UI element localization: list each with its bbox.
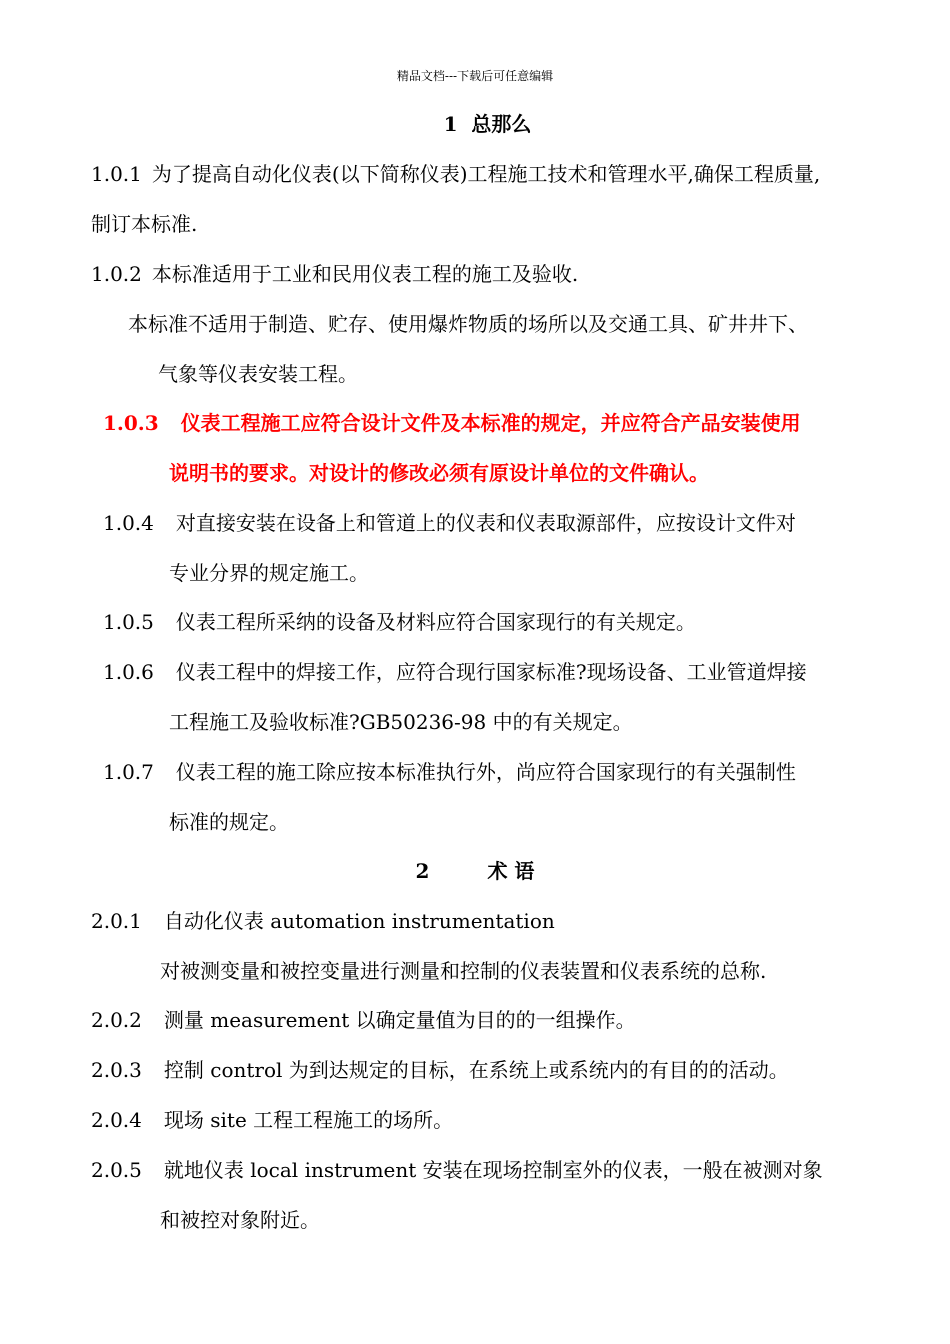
clause-text: 专业分界的规定施工。	[169, 561, 369, 585]
clause-text: 说明书的要求。对设计的修改必须有原设计单位的文件确认。	[169, 461, 709, 485]
term-number: 2.0.1	[91, 909, 142, 933]
clause-1-0-7	[103, 758, 796, 786]
clause-1-0-4	[103, 509, 796, 537]
clause-1-0-7-cont	[169, 808, 289, 836]
clause-text: 仪表工程所采纳的设备及材料应符合国家现行的有关规定。	[175, 610, 696, 634]
clause-1-0-3-cont	[169, 459, 709, 487]
clause-1-0-4-cont	[169, 559, 369, 587]
term-text: 就地仪表 local instrument 安装在现场控制室外的仪表，一般在被测对象	[163, 1158, 823, 1182]
clause-text: 工程施工及验收标准?GB50236-98 中的有关规定。	[169, 710, 633, 734]
term-2-0-4	[91, 1106, 453, 1134]
clause-text: 仪表工程施工应符合设计文件及本标准的规定，并应符合产品安装使用	[180, 411, 801, 435]
clause-text: 对直接安装在设备上和管道上的仪表和仪表取源部件，应按设计文件对	[175, 511, 796, 535]
clause-number: 1.0.1	[91, 162, 142, 186]
section-1-number: 1	[443, 112, 458, 136]
term-text: 现场 site 工程工程施工的场所。	[163, 1108, 454, 1132]
clause-number: 1.0.6	[103, 660, 154, 684]
clause-text: 制订本标准.	[91, 212, 198, 236]
section-2-heading	[0, 857, 950, 885]
page-header: 精品文档---下载后可任意编辑	[396, 69, 554, 83]
clause-number: 1.0.5	[103, 610, 154, 634]
clause-1-0-2-cont	[128, 310, 808, 338]
term-2-0-5	[91, 1156, 823, 1184]
section-2-title: 术 语	[487, 859, 535, 883]
clause-text: 标准的规定。	[169, 810, 289, 834]
term-definition: 和被控对象附近。	[160, 1208, 320, 1232]
clause-text: 为了提高自动化仪表(以下简称仪表)工程施工技术和管理水平,确保工程质量,	[151, 162, 821, 186]
clause-1-0-5	[103, 608, 696, 636]
term-2-0-5-def	[160, 1206, 320, 1234]
term-2-0-1	[91, 907, 555, 935]
clause-number: 1.0.4	[103, 511, 154, 535]
clause-number: 1.0.3	[103, 411, 159, 435]
clause-text: 仪表工程的施工除应按本标准执行外，尚应符合国家现行的有关强制性	[175, 760, 796, 784]
clause-text: 本标准不适用于制造、贮存、使用爆炸物质的场所以及交通工具、矿井井下、	[128, 312, 808, 336]
term-2-0-2	[91, 1006, 636, 1034]
section-1-title: 总那么	[471, 112, 532, 136]
term-text: 自动化仪表 automation instrumentation	[163, 909, 555, 933]
term-number: 2.0.4	[91, 1108, 142, 1132]
clause-text: 气象等仪表安装工程。	[158, 362, 358, 386]
term-2-0-1-def	[160, 957, 766, 985]
term-definition: 对被测变量和被控变量进行测量和控制的仪表装置和仪表系统的总称.	[160, 959, 767, 983]
term-number: 2.0.5	[91, 1158, 142, 1182]
clause-text: 仪表工程中的焊接工作，应符合现行国家标准?现场设备、工业管道焊接	[175, 660, 807, 684]
clause-text: 本标准适用于工业和民用仪表工程的施工及验收.	[151, 262, 579, 286]
term-text: 控制 control 为到达规定的目标，在系统上或系统内的有目的的活动。	[163, 1058, 789, 1082]
clause-1-0-1	[91, 160, 820, 188]
term-text: 测量 measurement 以确定量值为目的的一组操作。	[163, 1008, 636, 1032]
clause-number: 1.0.2	[91, 262, 142, 286]
clause-1-0-3	[103, 409, 801, 437]
clause-1-0-1-cont	[91, 210, 197, 238]
term-number: 2.0.3	[91, 1058, 142, 1082]
term-2-0-3	[91, 1056, 789, 1084]
clause-1-0-2	[91, 260, 578, 288]
clause-1-0-2-cont2	[158, 360, 358, 388]
section-1-heading	[0, 110, 950, 138]
term-number: 2.0.2	[91, 1008, 142, 1032]
clause-number: 1.0.7	[103, 760, 154, 784]
section-2-number: 2	[415, 859, 430, 883]
clause-1-0-6-cont	[169, 708, 633, 736]
clause-1-0-6	[103, 658, 807, 686]
